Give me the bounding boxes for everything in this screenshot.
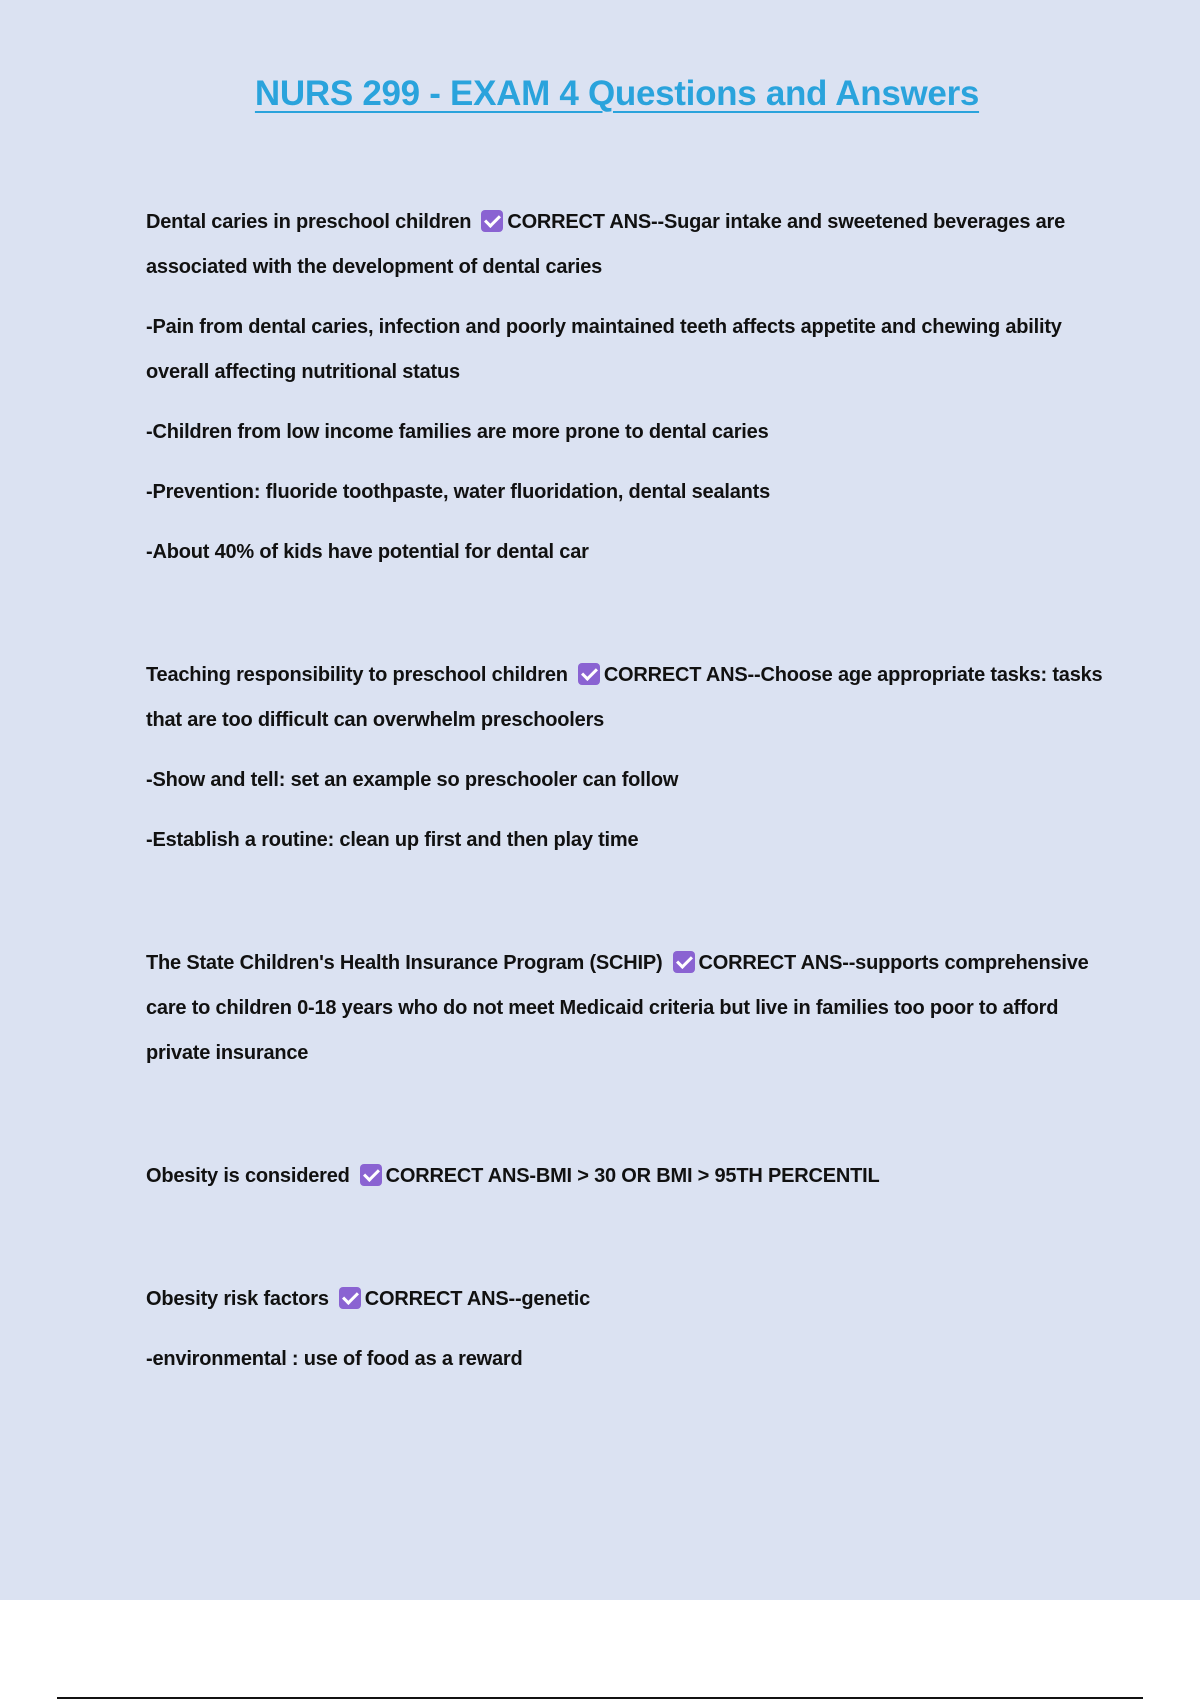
qa-item bbox=[146, 1277, 1106, 1322]
question-text: Dental caries in preschool children bbox=[146, 211, 472, 233]
checkbox-checked-icon bbox=[339, 1287, 361, 1309]
answer-text: CORRECT ANS--Choose age appropriate tasks: tasks that are too difficult can overwhelm preschoolers bbox=[146, 664, 1103, 731]
answer-text: CORRECT ANS-BMI > 30 OR BMI > 95TH PERCENTIL bbox=[385, 1165, 880, 1187]
answer-note: -environmental : use of food as a reward bbox=[146, 1348, 523, 1370]
footer-divider bbox=[57, 1697, 1143, 1699]
qa-item bbox=[146, 653, 1106, 743]
document-title: NURS 299 - EXAM 4 Questions and Answers bbox=[254, 74, 980, 113]
answer-text: CORRECT ANS--Sugar intake and sweetened beverages are associated with the development of dental caries bbox=[146, 211, 1066, 278]
answer-note: -About 40% of kids have potential for dental car bbox=[146, 541, 589, 563]
answer-text: CORRECT ANS--supports comprehensive care to children 0-18 years who do not meet Medicaid criteria but live in families too poor to afford private insurance bbox=[146, 952, 1089, 1064]
checkbox-checked-icon bbox=[481, 210, 503, 232]
answer-text: CORRECT ANS--genetic bbox=[364, 1288, 591, 1310]
qa-item bbox=[146, 200, 1106, 290]
checkbox-checked-icon bbox=[360, 1164, 382, 1186]
checkbox-checked-icon bbox=[578, 663, 600, 685]
answer-note: -Show and tell: set an example so preschooler can follow bbox=[146, 769, 679, 791]
answer-note: -Pain from dental caries, infection and poorly maintained teeth affects appetite and chewing ability overall affecting nutritional status bbox=[146, 316, 1062, 383]
qa-item bbox=[146, 941, 1106, 1076]
answer-note: -Children from low income families are more prone to dental caries bbox=[146, 421, 769, 443]
qa-item bbox=[146, 1154, 1106, 1199]
question-text: The State Children's Health Insurance Program (SCHIP) bbox=[146, 952, 663, 974]
question-text: Teaching responsibility to preschool children bbox=[146, 664, 568, 686]
qa-list bbox=[146, 200, 1106, 1382]
question-text: Obesity is considered bbox=[146, 1165, 350, 1187]
question-text: Obesity risk factors bbox=[146, 1288, 329, 1310]
answer-note: -Establish a routine: clean up first and then play time bbox=[146, 829, 639, 851]
checkbox-checked-icon bbox=[673, 951, 695, 973]
answer-note: -Prevention: fluoride toothpaste, water fluoridation, dental sealants bbox=[146, 481, 771, 503]
